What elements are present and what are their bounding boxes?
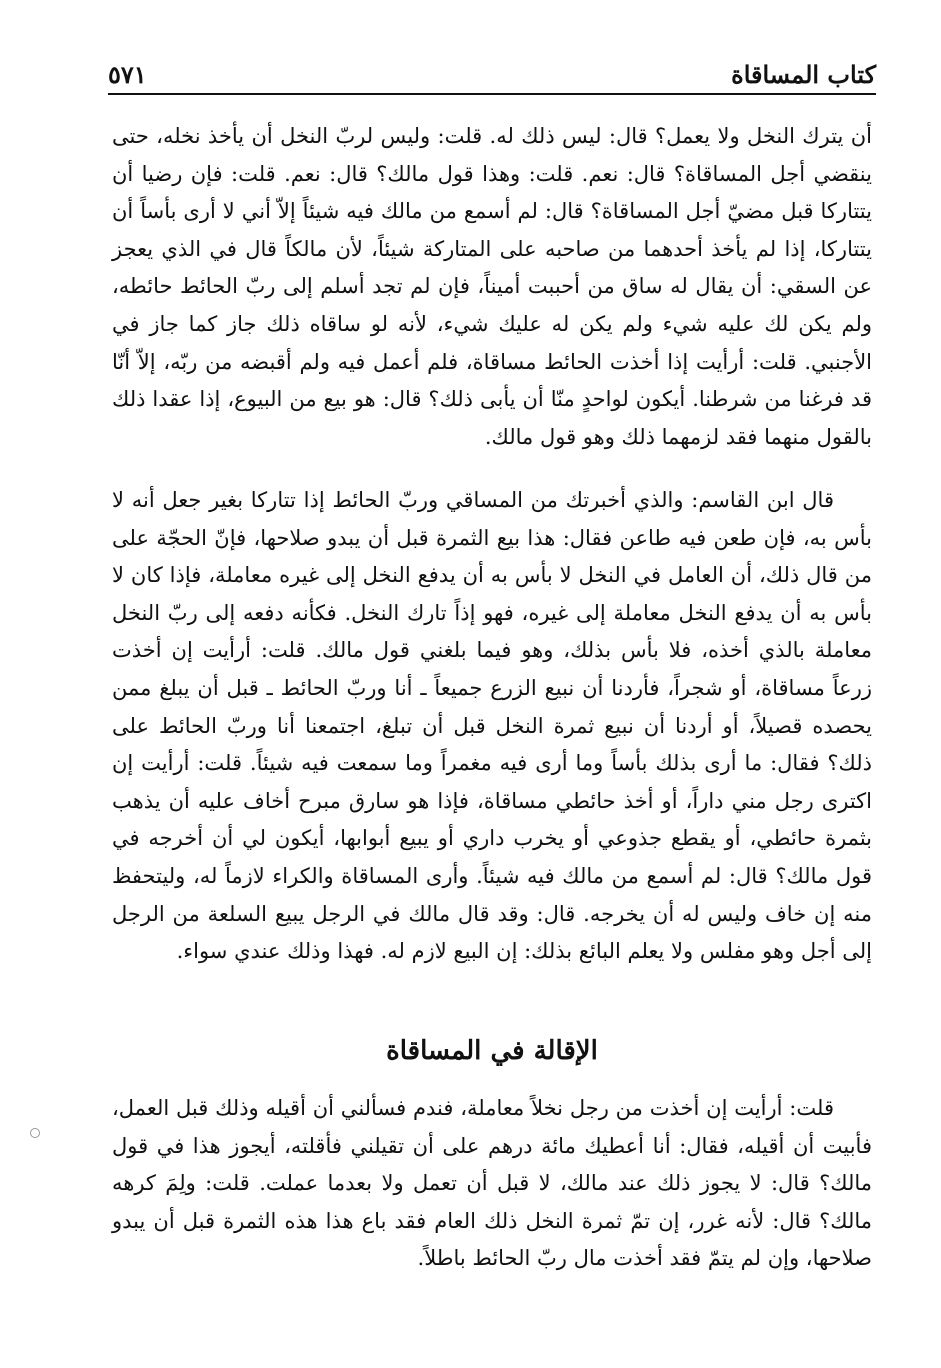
page-header xyxy=(108,55,876,95)
margin-mark xyxy=(30,1128,40,1138)
body-paragraph-3: قلت: أرأيت إن أخذت من رجل نخلاً معاملة، فندم فسألني أن أقيله وذلك قبل العمل، فأبيت أن أقيله، فقال: أنا أعطيك مائة درهم على أن تقيلني فأقلته، أيجوز هذا في قول مالك؟ قال: لا يجوز ذلك عند مالك، لا قبل أن تعمل ولا بعدما عملت. قلت: ولِمَ كرهه مالك؟ قال: لأنه غرر، إن تمّ ثمرة النخل ذلك العام فقد باع هذا هذه الثمرة قبل أن يبدو صلاحها، وإن لم يتمّ فقد أخذت مال ربّ الحائط باطلاً. xyxy=(112,1096,872,1271)
page-number: ٥٧١ xyxy=(108,60,147,89)
body-paragraph-2: قال ابن القاسم: والذي أخبرتك من المساقي وربّ الحائط إذا تتاركا بغير جعل أنه لا بأس به، فإن طعن فيه طاعن فقال: هذا بيع الثمرة قبل أن يبدو صلاحها، فإنّ الحجّة على من قال ذلك، أن العامل في النخل لا بأس به أن يدفع النخل إلى غيره معاملة، فإذا كان لا بأس به أن يدفع النخل معاملة إلى غيره، فهو إذاً تارك النخل. فكأنه دفعه إلى ربّ النخل معاملة بالذي أخذه، فلا بأس بذلك، وهو فيما بلغني قول مالك. قلت: أرأيت إن أخذت زرعاً مساقاة، أو شجراً، فأردنا أن نبيع الزرع جميعاً ـ أنا وربّ الحائط ـ قبل أن يبلغ ممن يحصده قصيلاً، أو أردنا أن نبيع ثمرة النخل قبل أن تبلغ، اجتمعنا أنا وربّ الحائط على ذلك؟ فقال: ما أرى بذلك بأساً وما أرى فيه مغمراً وما سمعت فيه شيئاً. قلت: أرأيت إن اكترى رجل مني داراً، أو أخذ حائطي مساقاة، فإذا هو سارق مبرح أخاف عليه أن يذهب بثمرة حائطي، أو يقطع جذوعي أو يخرب داري أو يبيع أبوابها، أيكون لي أن أخرجه في قول مالك؟ قال: لم أسمع من مالك فيه شيئاً. وأرى المساقاة والكراء لازماً له، وليتحفظ منه إن خاف وليس له أن يخرجه. قال: وقد قال مالك في الرجل يبيع السلعة من الرجل إلى أجل وهو مفلس ولا يعلم البائع بذلك: إن البيع لازم له. فهذا وذلك عندي سواء. xyxy=(112,488,872,964)
running-title: كتاب المساقاة xyxy=(731,60,876,89)
section-title: الإقالة في المساقاة xyxy=(386,1036,598,1066)
body-paragraph-1: أن يترك النخل ولا يعمل؟ قال: ليس ذلك له. قلت: وليس لربّ النخل أن يأخذ نخله، حتى ينقضي أجل المساقاة؟ قال: نعم. قلت: وهذا قول مالك؟ قال: نعم. قلت: فإن رضيا أن يتتاركا قبل مضيّ أجل المساقاة؟ قال: لم أسمع من مالك فيه شيئاً إلاّ أني لا أرى بأساً أن يتتاركا، إذا لم يأخذ أحدهما من صاحبه على المتاركة شيئاً، لأن مالكاً قال في الذي يعجز عن السقي: أن يقال له ساق من أحببت أميناً، فإن لم تجد أسلم إلى ربّ الحائط حائطه، ولم يكن لك عليه شيء ولم يكن له عليك شيء، لأنه لو ساقاه ذلك جاز كما جاز في الأجنبي. قلت: أرأيت إذا أخذت الحائط مساقاة، فلم أعمل فيه ولم أقبضه من ربّه، إلاّ أنّا قد فرغنا من شرطنا. أيكون لواحدٍ منّا أن يأبى ذلك؟ قال: هو بيع من البيوع، إذا عقدا ذلك بالقول منهما فقد لزمهما ذلك وهو قول مالك. xyxy=(112,124,872,449)
